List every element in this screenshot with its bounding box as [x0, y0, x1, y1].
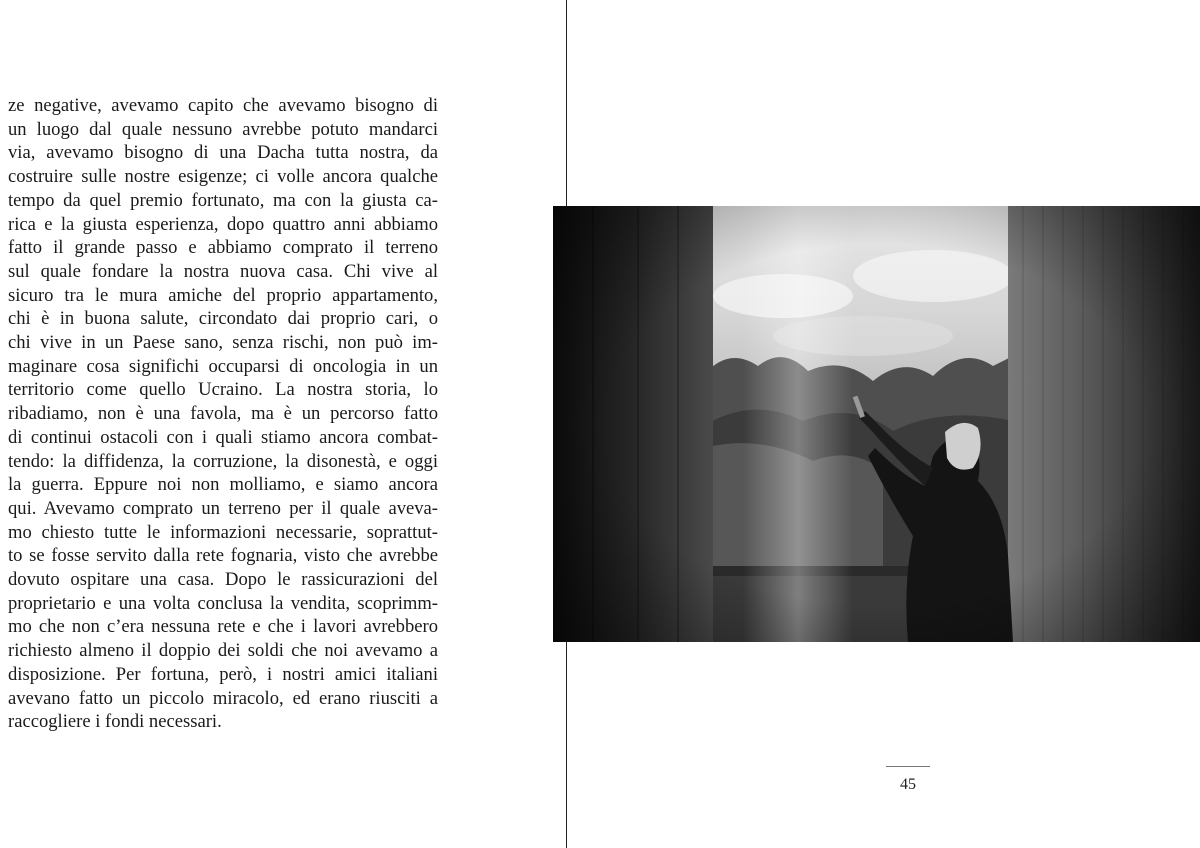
left-page [0, 0, 566, 848]
text-line: un luogo dal quale nessuno avrebbe potuto mandarci [8, 118, 438, 140]
text-line: mo chiesto tutte le informazioni necessarie, soprattut- [8, 521, 438, 543]
text-line: to se fosse servito dalla rete fognaria, visto che avrebbe [8, 545, 438, 567]
text-line: proprietario e una volta conclusa la vendita, scoprimm- [8, 592, 438, 614]
text-line: costruire sulle nostre esigenze; ci volle ancora qualche [8, 166, 438, 188]
text-line: ze negative, avevamo capito che avevamo bisogno di [8, 95, 438, 116]
text-line: avevano fatto un piccolo miracolo, ed erano riusciti a [8, 687, 438, 709]
folio-rule [886, 766, 930, 767]
text-line: sicuro tra le mura amiche del proprio appartamento, [8, 284, 438, 306]
text-line: raccogliere i fondi necessari. [8, 711, 222, 733]
text-line: via, avevamo bisogno di una Dacha tutta nostra, da [8, 142, 438, 164]
text-line: richiesto almeno il doppio dei soldi che noi avevamo a [8, 640, 438, 662]
text-line: territorio come quello Ucraino. La nostra storia, lo [8, 379, 438, 401]
text-line: rica e la giusta esperienza, dopo quattro anni abbiamo [8, 213, 438, 235]
text-line: maginare cosa significhi occuparsi di oncologia in un [8, 355, 438, 377]
text-line: qui. Avevamo comprato un terreno per il quale aveva- [8, 497, 438, 519]
text-line: disposizione. Per fortuna, però, i nostri amici italiani [8, 663, 438, 685]
text-line: ribadiamo, non è una favola, ma è un percorso fatto [8, 403, 438, 425]
photograph [553, 206, 1200, 642]
body-text [8, 94, 438, 734]
text-line: dovuto ospitare una casa. Dopo le rassicurazioni del [8, 569, 438, 591]
text-line: sul quale fondare la nostra nuova casa. Chi vive al [8, 260, 438, 282]
text-line: tendo: la diffidenza, la corruzione, la disonestà, e oggi [8, 450, 438, 472]
text-line: mo che non c’era nessuna rete e che i lavori avrebbero [8, 616, 438, 638]
text-line: di continui ostacoli con i quali stiamo ancora combat- [8, 426, 438, 448]
page-number: 45 [900, 776, 916, 793]
text-line: la guerra. Eppure noi non molliamo, e siamo ancora [8, 474, 438, 496]
text-line: fatto il grande passo e abbiamo comprato il terreno [8, 237, 438, 259]
text-line: tempo da quel premio fortunato, ma con la giusta ca- [8, 189, 438, 211]
photo-graphic [553, 206, 1200, 642]
text-line: chi vive in un Paese sano, senza rischi, non può im- [8, 332, 438, 354]
text-line: chi è in buona salute, circondato dai proprio cari, o [8, 308, 438, 330]
